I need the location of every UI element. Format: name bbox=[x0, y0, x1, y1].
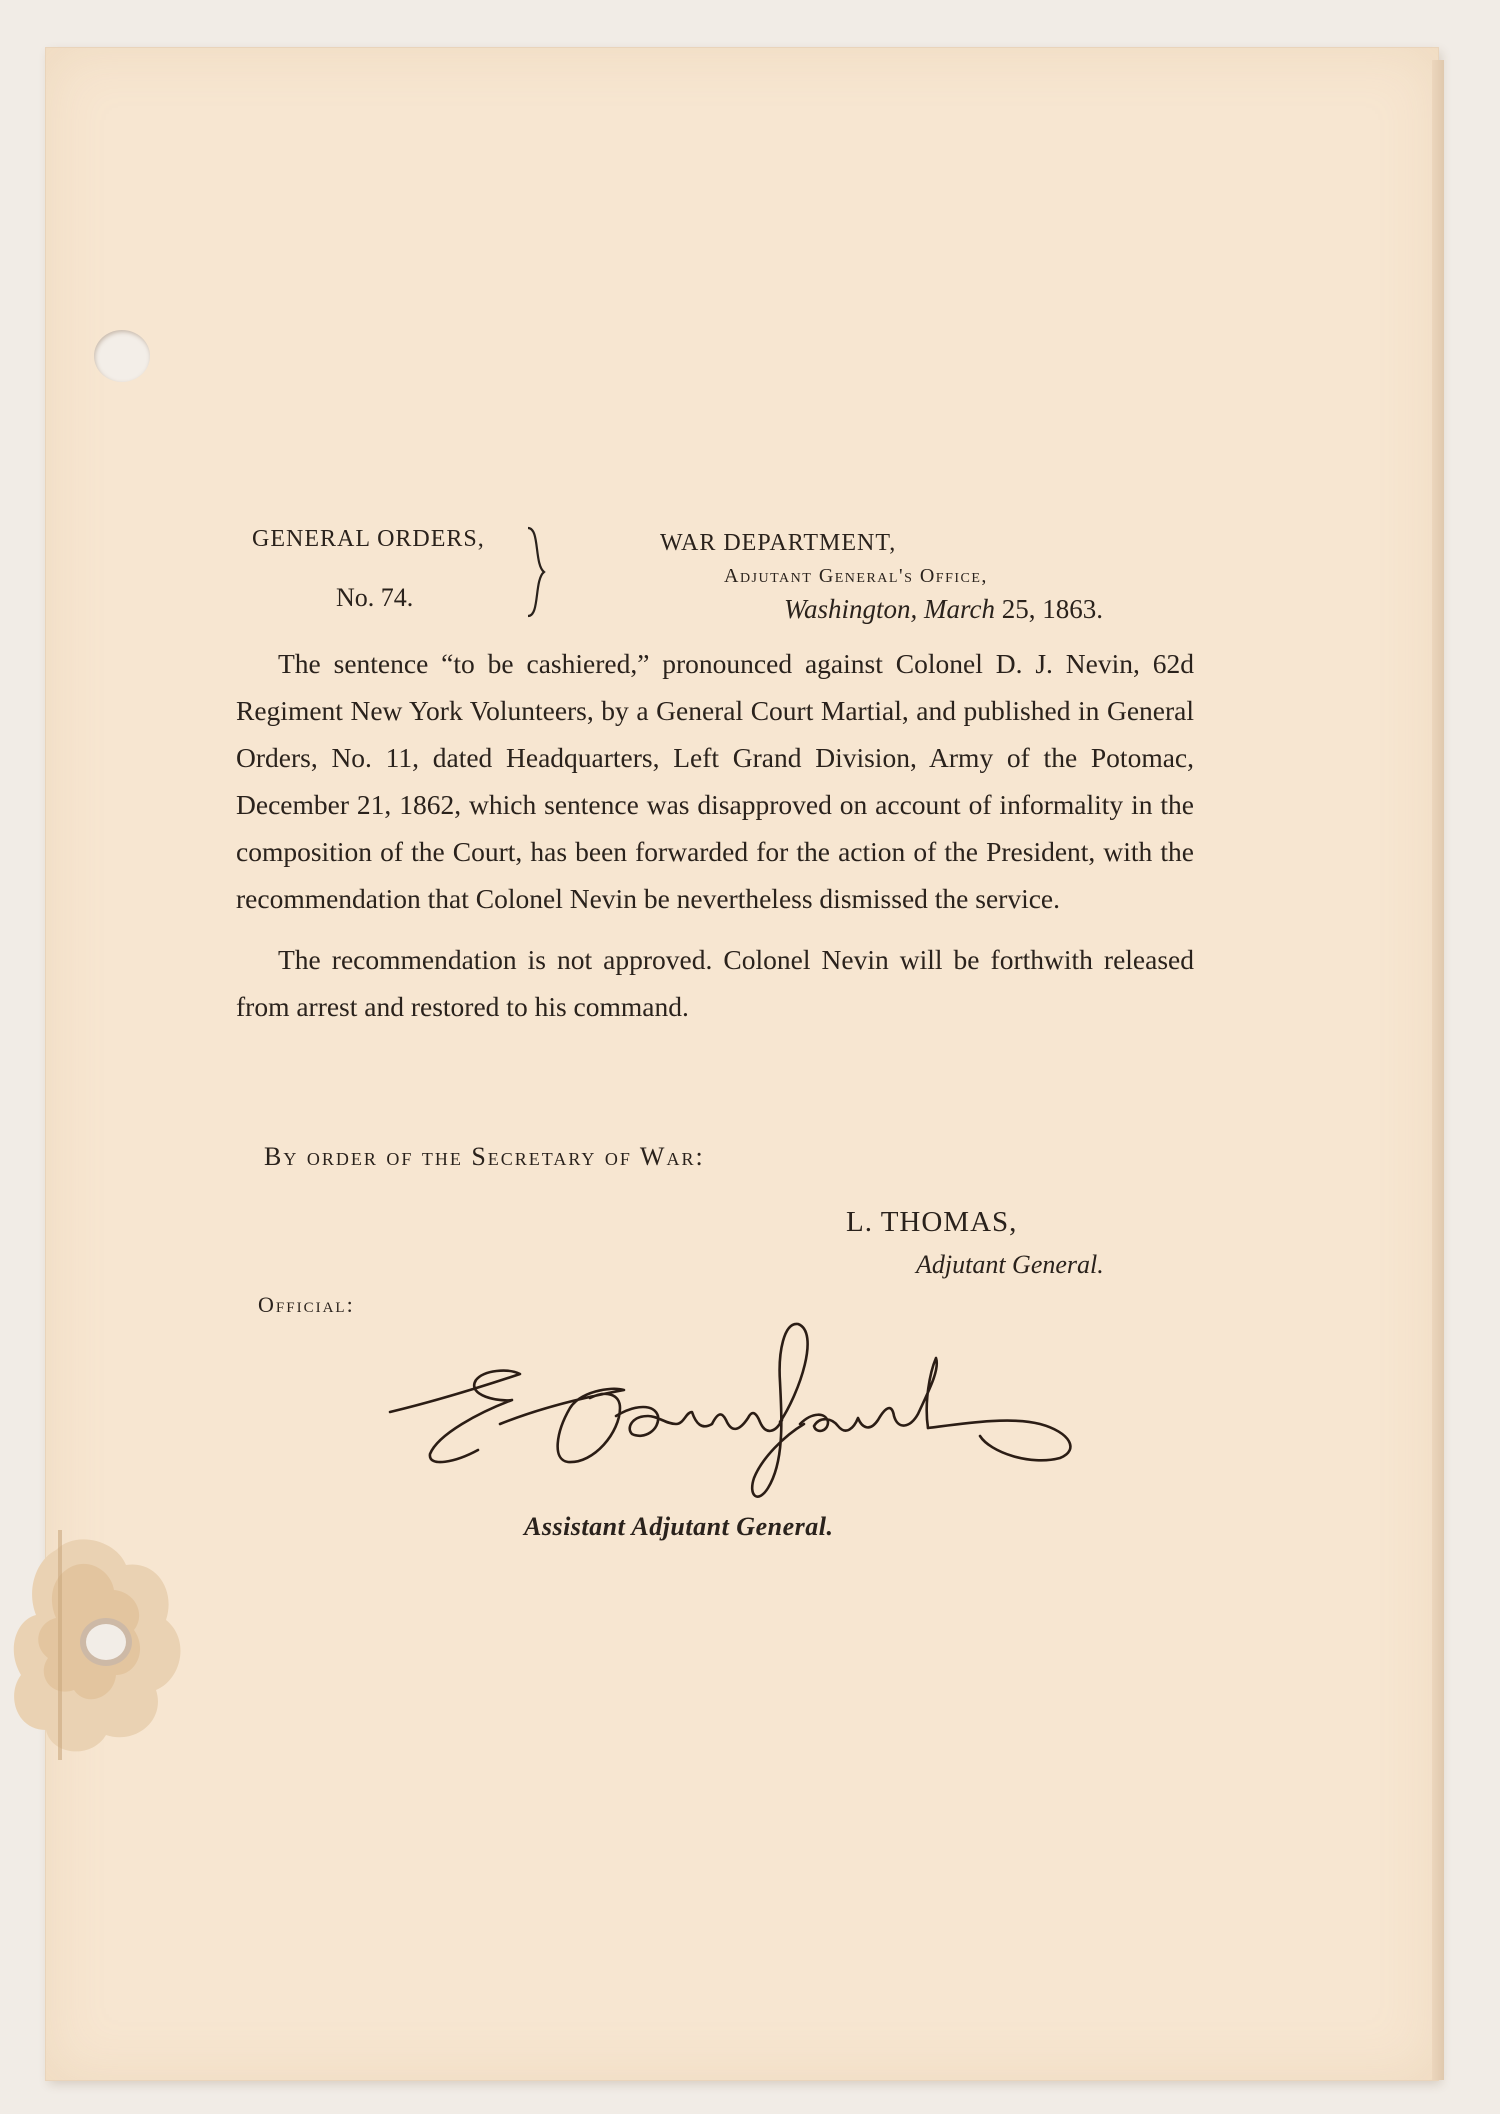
signer-title: Adjutant General. bbox=[916, 1250, 1104, 1279]
official-label: Official: bbox=[258, 1292, 355, 1317]
by-order-line: By order of the Secretary of War: bbox=[264, 1142, 705, 1171]
order-paragraph-2: The recommendation is not approved. Colonel Nevin will be forthwith released from arrest and restored to his command. bbox=[236, 944, 1194, 1022]
order-paragraph-1: The sentence “to be cashiered,” pronounced against Colonel D. J. Nevin, 62d Regiment New York Volunteers, by a General Court Martial, and published in General Orders, No. 11, dated Headquarters, Left Grand Division, Army of the Potomac, December 21, 1862, which sentence was disapproved on account of informality in the composition of the Court, has been forwarded for the action of the President, with the recommendation that Colonel Nevin be nevertheless dismissed the service. bbox=[236, 648, 1194, 914]
general-orders-label: GENERAL ORDERS, bbox=[252, 526, 485, 552]
office-name: Adjutant General's Office, bbox=[724, 565, 988, 587]
general-orders-heading bbox=[252, 526, 522, 613]
department-name: WAR DEPARTMENT, bbox=[660, 530, 897, 556]
signer-name: L. THOMAS, bbox=[846, 1206, 1018, 1238]
page-edge bbox=[1432, 60, 1444, 2080]
document-page bbox=[46, 48, 1438, 2080]
brace-icon bbox=[524, 524, 548, 620]
handwritten-signature bbox=[380, 1312, 1100, 1512]
punch-hole bbox=[94, 330, 150, 382]
issue-date: 25, 1863. bbox=[1001, 594, 1104, 624]
signature-title: Assistant Adjutant General. bbox=[524, 1512, 834, 1541]
place-date bbox=[784, 594, 1180, 625]
torn-paper-patch bbox=[6, 1530, 196, 1760]
order-body bbox=[236, 640, 1194, 1030]
order-number: No. 74. bbox=[336, 583, 414, 612]
issuing-office bbox=[660, 530, 1180, 625]
place-name: Washington, March bbox=[784, 594, 996, 624]
